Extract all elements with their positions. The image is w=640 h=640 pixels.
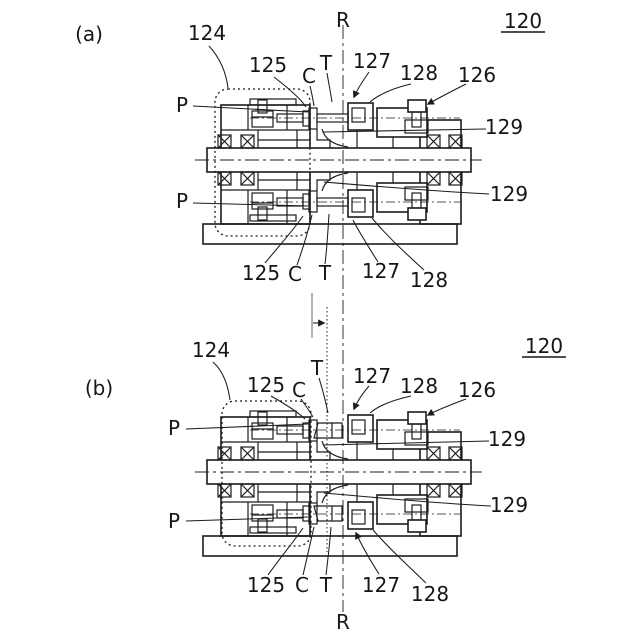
callout-C-bottom-b: C [295, 573, 309, 597]
callout-T-top-a: T [319, 51, 333, 75]
callout-129-upper-b: 129 [487, 427, 527, 451]
callout-128-bottom-a: 128 [409, 268, 449, 292]
callout-T-bottom-b: T [319, 573, 333, 597]
tool-piece-bottom-b [314, 506, 342, 521]
callout-127-bottom-a: 127 [361, 259, 401, 283]
callout-P-lower-b: P [167, 509, 181, 533]
panel-b [85, 334, 566, 634]
callout-T-top-b: T [310, 356, 324, 380]
callout-P-upper-b: P [167, 416, 181, 440]
callout-125-top-b: 125 [246, 373, 286, 397]
callout-127-top-b: 127 [352, 364, 392, 388]
callout-P-lower-a: P [175, 189, 189, 213]
callout-127-bottom-b: 127 [361, 573, 401, 597]
callout-128-top-a: 128 [399, 61, 439, 85]
axis-label-R-bottom: R [336, 610, 350, 634]
callout-128-bottom-b: 128 [410, 582, 450, 606]
panel-b-tag: (b) [84, 376, 114, 400]
callout-129-lower-b: 129 [489, 493, 529, 517]
callout-C-top-b: C [292, 378, 306, 402]
panel-a-tag: (a) [75, 22, 103, 46]
callout-129-upper-a: 129 [484, 115, 524, 139]
callout-125-top-a: 125 [248, 53, 288, 77]
callout-128-top-b: 128 [399, 374, 439, 398]
callout-C-bottom-a: C [288, 262, 302, 286]
callout-P-upper-a: P [175, 93, 189, 117]
callout-T-bottom-a: T [318, 261, 332, 285]
callout-124-a: 124 [187, 21, 227, 45]
callout-129-lower-a: 129 [489, 182, 529, 206]
callout-126-a: 126 [457, 63, 497, 87]
panel-a [75, 8, 545, 292]
ref-120-a: 120 [503, 9, 543, 33]
callout-C-top-a: C [302, 64, 316, 88]
callout-127-top-a: 127 [352, 49, 392, 73]
axis-label-R-top: R [336, 8, 350, 32]
callout-125-bottom-a: 125 [241, 261, 281, 285]
callout-125-bottom-b: 125 [246, 573, 286, 597]
callout-126-b: 126 [457, 378, 497, 402]
ref-120-b: 120 [524, 334, 564, 358]
tool-piece-top-b [314, 423, 342, 438]
callout-124-b: 124 [191, 338, 231, 362]
